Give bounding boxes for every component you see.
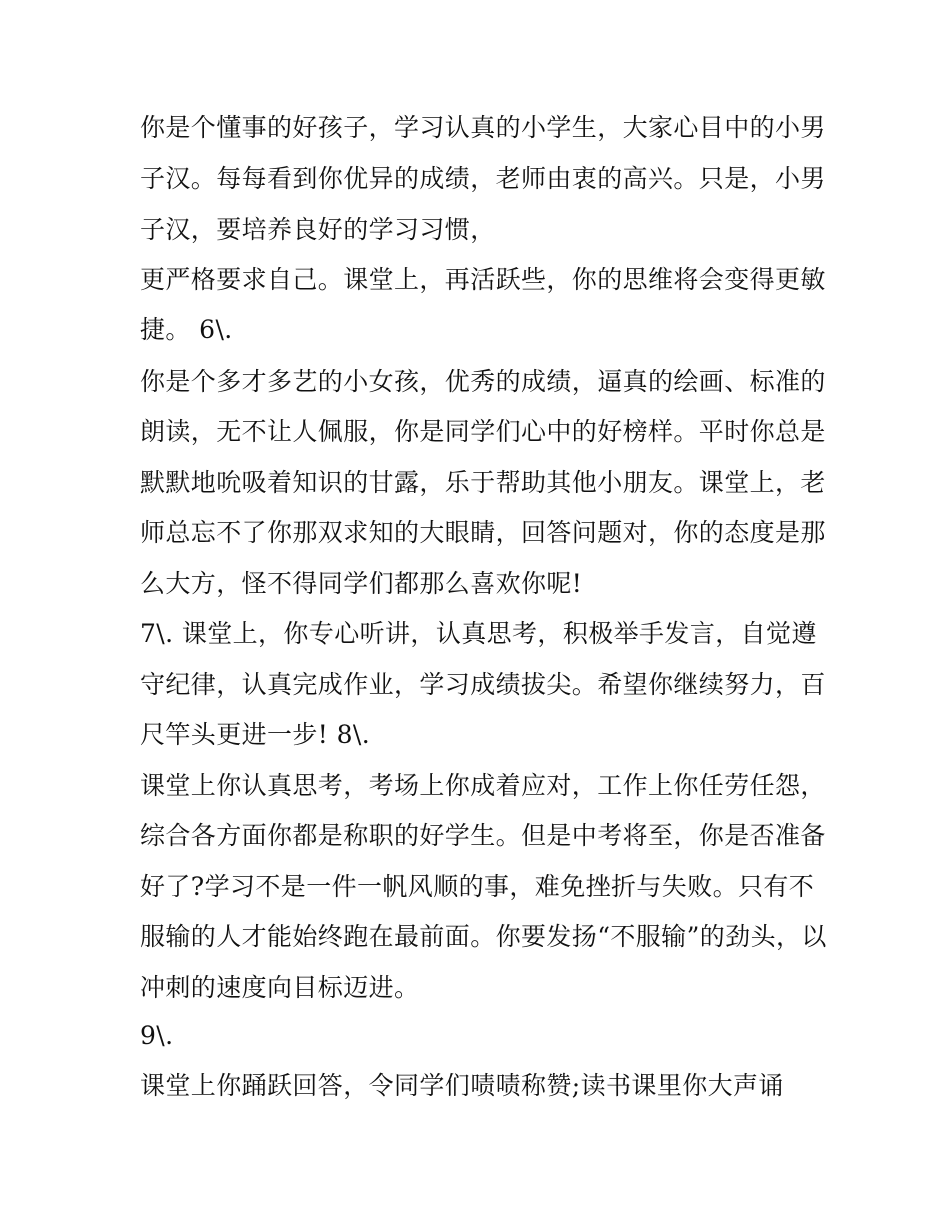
text-line: 好了?学习不是一件一帆风顺的事，难免挫折与失败。只有不	[140, 872, 815, 901]
text-line: 守纪律，认真完成作业，学习成绩拔尖。希望你继续努力，百	[140, 670, 826, 699]
text-line: 尺竿头更进一步! 8\.	[140, 720, 371, 749]
text-line: 课堂上你认真思考，考场上你成着应对，工作上你任劳任怨，	[140, 771, 826, 800]
text-line: 7\. 课堂上，你专心听讲，认真思考，积极举手发言，自觉遵	[140, 619, 817, 648]
text-line: 更严格要求自己。课堂上，再活跃些，你的思维将会变得更敏	[140, 265, 826, 294]
text-line: 子汉。每每看到你优异的成绩，老师由衷的高兴。只是，小男	[140, 164, 826, 193]
text-line: 么大方，怪不得同学们都那么喜欢你呢!	[140, 569, 583, 598]
text-line: 综合各方面你都是称职的好学生。但是中考将至，你是否准备	[140, 821, 826, 850]
text-line: 服输的人才能始终跑在最前面。你要发扬“不服输”的劲头，以	[140, 922, 827, 951]
text-line: 子汉，要培养良好的学习习惯，	[140, 215, 496, 244]
text-line: 冲刺的速度向目标迈进。	[140, 973, 420, 1002]
text-line: 捷。 6\.	[140, 315, 233, 344]
text-line: 朗读，无不让人佩服，你是同学们心中的好榜样。平时你总是	[140, 417, 826, 446]
text-line: 你是个多才多艺的小女孩，优秀的成绩，逼真的绘画、标准的	[140, 367, 826, 396]
text-line: 9\.	[140, 1021, 174, 1050]
text-line: 你是个懂事的好孩子，学习认真的小学生，大家心目中的小男	[140, 113, 826, 142]
text-line: 师总忘不了你那双求知的大眼睛，回答问题对，你的态度是那	[140, 518, 826, 547]
text-line: 课堂上你踊跃回答，令同学们啧啧称赞;读书课里你大声诵	[140, 1071, 784, 1100]
text-line: 默默地吮吸着知识的甘露，乐于帮助其他小朋友。课堂上，老	[140, 468, 826, 497]
